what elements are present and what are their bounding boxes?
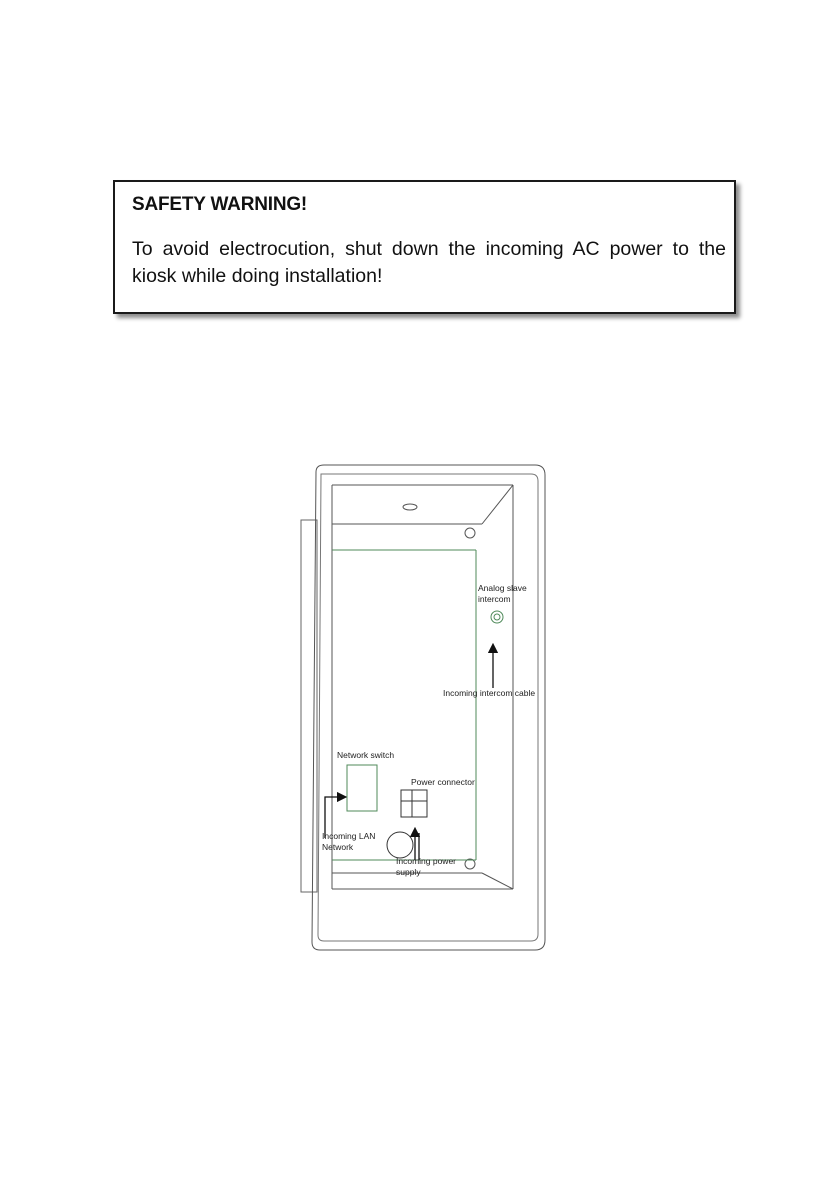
power-cable-loop	[387, 832, 413, 858]
backplate	[332, 550, 476, 860]
label-power-connector: Power connector	[411, 777, 475, 787]
label-intercom: intercom	[478, 594, 511, 604]
label-analog-slave: Analog slave	[478, 583, 527, 593]
analog-intercom-icon	[491, 611, 503, 623]
network-switch-icon	[347, 765, 377, 811]
label-network-switch: Network switch	[337, 750, 395, 760]
label-incoming-lan: Incoming LAN	[322, 831, 376, 841]
warning-text: To avoid electrocution, shut down the incoming AC power to the kiosk while doing installation!	[132, 238, 726, 287]
kiosk-housing	[301, 465, 545, 950]
power-connector-icon	[401, 790, 427, 817]
label-incoming-power: Incoming power	[396, 856, 457, 866]
label-supply: supply	[396, 867, 421, 877]
warning-title: SAFETY WARNING!	[132, 194, 308, 215]
label-network: Network	[322, 842, 354, 852]
label-incoming-intercom-cable: Incoming intercom cable	[443, 688, 536, 698]
